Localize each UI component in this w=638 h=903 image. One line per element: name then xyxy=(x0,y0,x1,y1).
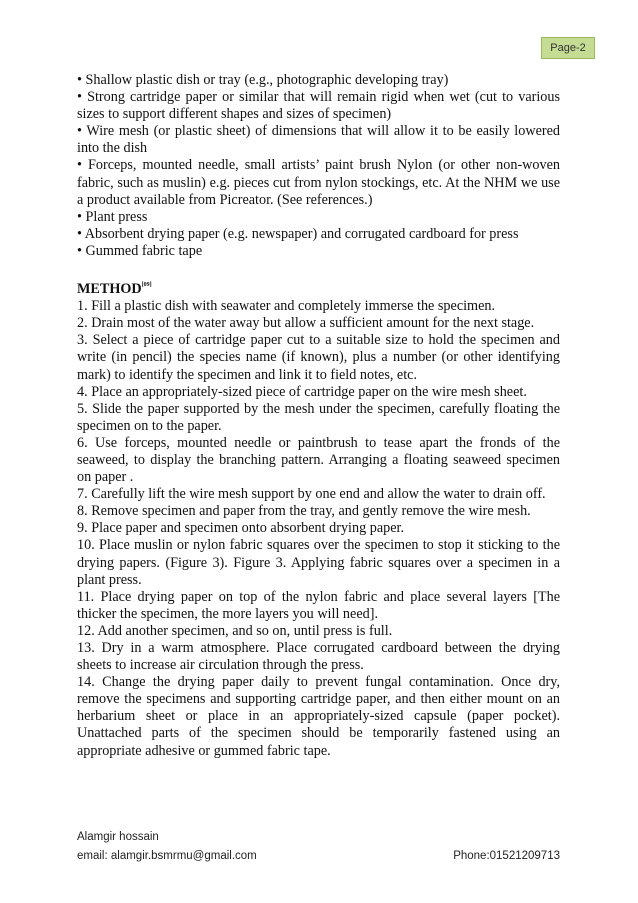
materials-item: • Plant press xyxy=(77,208,148,225)
method-step: 3. Select a piece of cartridge paper cut to a suitable size to hold the specimen and write (in pencil) the species name (if known), plus a number (or other identifying mark) to identify the specimen and link it to field notes, etc. xyxy=(77,332,560,383)
page-number-badge: Page-2 xyxy=(541,37,595,59)
footer-phone: Phone:01521209713 xyxy=(453,850,560,862)
method-step: 8. Remove specimen and paper from the tray, and gently remove the wire mesh. xyxy=(77,503,531,520)
method-heading xyxy=(77,277,560,298)
method-step: 9. Place paper and specimen onto absorbent drying paper. xyxy=(77,520,404,537)
method-step: 2. Drain most of the water away but allow a sufficient amount for the next stage. xyxy=(77,315,535,332)
method-step: 6. Use forceps, mounted needle or paintbrush to tease apart the fronds of the seaweed, to display the branching pattern. Arranging a floating seaweed specimen on paper . xyxy=(77,434,560,486)
footer-email: email: alamgir.bsmrmu@gmail.com xyxy=(77,850,257,862)
method-step: 11. Place drying paper on top of the nylon fabric and place several layers [The thicker the specimen, the more layers you will need]. xyxy=(77,588,560,622)
method-step: 5. Slide the paper supported by the mesh under the specimen, carefully floating the specimen on to the paper. xyxy=(77,400,560,434)
method-heading-text: METHOD xyxy=(77,281,142,298)
method-step: 14. Change the drying paper daily to prevent fungal contamination. Once dry, remove the specimens and supporting cartridge paper, and then either mount on an herbarium sheet or place in an appropriately-sized capsule (paper pocket). Unattached parts of the specimen should be temporarily fastened using an appropriate adhesive or gummed fabric tape. xyxy=(77,674,560,759)
footer-author: Alamgir hossain xyxy=(77,831,159,843)
materials-item: • Shallow plastic dish or tray (e.g., photographic developing tray) xyxy=(77,72,449,88)
method-step: 7. Carefully lift the wire mesh support by one end and allow the water to drain off. xyxy=(77,486,546,503)
method-step: 4. Place an appropriately-sized piece of cartridge paper on the wire mesh sheet. xyxy=(77,383,527,400)
materials-item: • Gummed fabric tape xyxy=(77,242,203,259)
section-gap xyxy=(77,260,560,277)
page-footer xyxy=(77,828,560,866)
method-step: 1. Fill a plastic dish with seawater and completely immerse the specimen. xyxy=(77,298,496,315)
materials-item: • Strong cartridge paper or similar that will remain rigid when wet (cut to various sizes to support different shapes and sizes of specimen) xyxy=(77,89,560,123)
materials-item: • Absorbent drying paper (e.g. newspaper) and corrugated cardboard for press xyxy=(77,225,519,242)
materials-item: • Forceps, mounted needle, small artists’ paint brush Nylon (or other non-woven fabric, such as muslin) e.g. pieces cut from nylon stockings, etc. At the NHM we use a product available from Picreator. (See references.) xyxy=(77,157,560,208)
method-step: 10. Place muslin or nylon fabric squares over the specimen to stop it sticking to the drying papers. (Figure 3). Figure 3. Applying fabric squares over a specimen in a plant press. xyxy=(77,537,560,588)
document-body xyxy=(77,72,560,760)
footer-contact-row xyxy=(77,847,560,866)
method-reference: [09] xyxy=(141,282,152,289)
materials-list xyxy=(77,72,560,260)
method-steps xyxy=(77,298,560,760)
method-step: 12. Add another specimen, and so on, until press is full. xyxy=(77,622,393,639)
method-step: 13. Dry in a warm atmosphere. Place corrugated cardboard between the drying sheets to increase air circulation through the press. xyxy=(77,640,560,674)
materials-item: • Wire mesh (or plastic sheet) of dimensions that will allow it to be easily lowered into the dish xyxy=(77,123,560,157)
